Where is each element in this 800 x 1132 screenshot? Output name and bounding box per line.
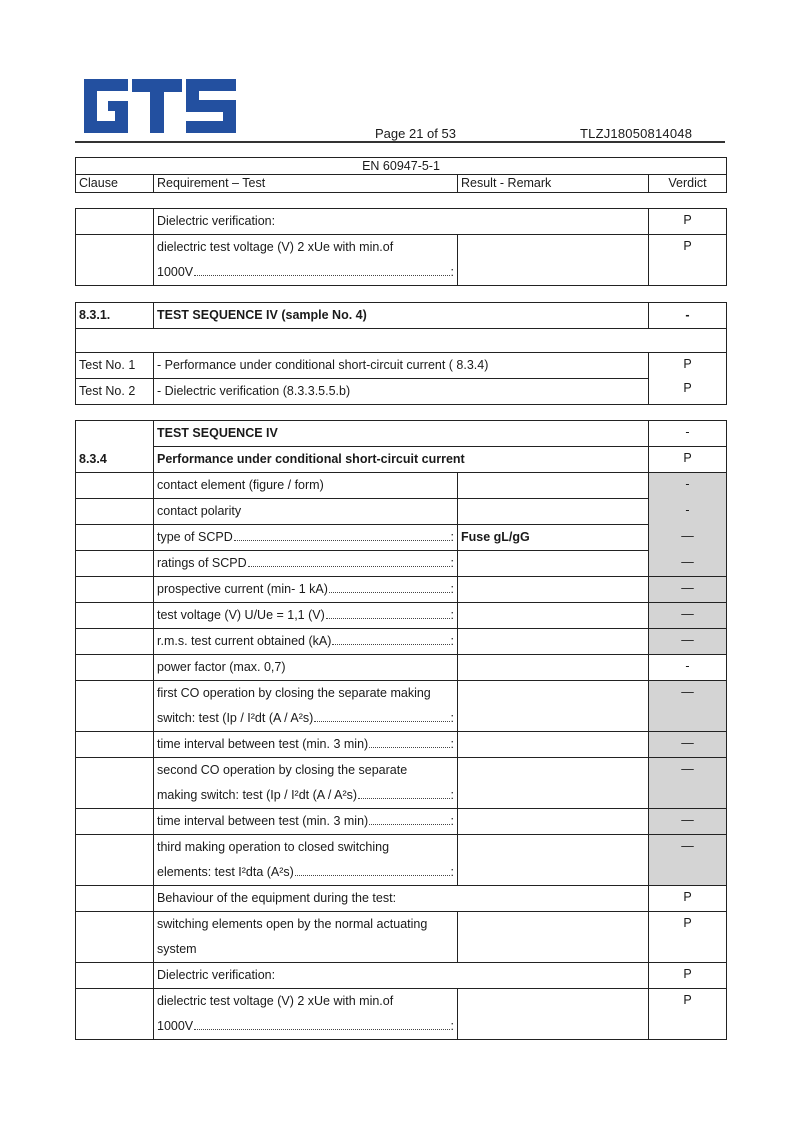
requirement-text: time interval between test (min. 3 min) : (154, 809, 458, 835)
requirement-text: prospective current (min- 1 kA) : (154, 577, 458, 603)
clause: Test No. 2 (76, 379, 154, 405)
dielectric-block (75, 208, 727, 286)
clause: 8.3.1. (76, 303, 154, 329)
result-cell (458, 835, 649, 886)
standard-title: EN 60947-5-1 (76, 158, 727, 175)
requirement-text: dielectric test voltage (V) 2 xUe with min.of 1000V : (154, 235, 458, 286)
result-cell (458, 629, 649, 655)
result-cell: Fuse gL/gG (458, 525, 649, 551)
result-cell (458, 912, 649, 963)
requirement-text: Behaviour of the equipment during the test: (154, 886, 649, 912)
verdict: — (649, 835, 727, 886)
verdict: — (649, 809, 727, 835)
requirement-text: third making operation to closed switching elements: test I²dta (A²s) : (154, 835, 458, 886)
table-row (76, 577, 727, 603)
requirement-text: ratings of SCPD : (154, 551, 458, 577)
requirement-text: first CO operation by closing the separate making switch: test (Ip / I²dt (A / A²s) : (154, 681, 458, 732)
requirement-text: time interval between test (min. 3 min) : (154, 732, 458, 758)
result-cell (458, 603, 649, 629)
verdict: — (649, 577, 727, 603)
result-cell (458, 499, 649, 525)
standard-header-table (75, 157, 727, 193)
col-result: Result - Remark (458, 175, 649, 193)
table-row (76, 629, 727, 655)
clause: Test No. 1 (76, 353, 154, 379)
verdict: P (649, 235, 727, 286)
col-verdict: Verdict (649, 175, 727, 193)
requirement-text: dielectric test voltage (V) 2 xUe with min.of 1000V : (154, 989, 458, 1040)
header-divider (75, 141, 725, 143)
table-row (76, 603, 727, 629)
verdict: — (649, 551, 727, 577)
verdict: — (649, 629, 727, 655)
sequence-title: TEST SEQUENCE IV (154, 421, 649, 447)
verdict: — (649, 758, 727, 809)
result-cell (458, 577, 649, 603)
verdict: - (649, 473, 727, 499)
table-row (76, 235, 727, 286)
verdict: — (649, 603, 727, 629)
result-cell (458, 681, 649, 732)
table-row (76, 989, 727, 1040)
table-row (76, 379, 727, 405)
verdict: - (649, 421, 727, 447)
verdict: P (649, 886, 727, 912)
page-number: Page 21 of 53 (375, 126, 456, 141)
verdict: P (649, 447, 727, 473)
requirement-text: Dielectric verification: (154, 963, 649, 989)
result-cell (458, 235, 649, 286)
requirement-text: test voltage (V) U/Ue = 1,1 (V) : (154, 603, 458, 629)
requirement-text: contact element (figure / form) (154, 473, 458, 499)
performance-block (75, 420, 727, 1040)
requirement-text: - Dielectric verification (8.3.3.5.5.b) (154, 379, 649, 405)
verdict: — (649, 732, 727, 758)
requirement-text: - Performance under conditional short-circuit current ( 8.3.4) (154, 353, 649, 379)
requirement-text: Dielectric verification: (154, 209, 649, 235)
requirement-text: second CO operation by closing the separate making switch: test (Ip / I²dt (A / A²s) : (154, 758, 458, 809)
verdict: - (649, 655, 727, 681)
result-cell (458, 551, 649, 577)
requirement-text: type of SCPD : (154, 525, 458, 551)
section-title: Performance under conditional short-circuit current (154, 447, 649, 473)
verdict: P (649, 989, 727, 1040)
table-row (76, 886, 727, 912)
verdict: P (649, 379, 727, 405)
table-row (76, 209, 727, 235)
verdict: - (649, 303, 727, 329)
table-row (76, 473, 727, 499)
table-row (76, 732, 727, 758)
report-number: TLZJ18050814048 (580, 126, 693, 141)
table-row (76, 551, 727, 577)
col-requirement: Requirement – Test (154, 175, 458, 193)
result-cell (458, 989, 649, 1040)
requirement-text: switching elements open by the normal actuating system (154, 912, 458, 963)
result-cell (458, 732, 649, 758)
result-cell (458, 758, 649, 809)
section-title: TEST SEQUENCE IV (sample No. 4) (154, 303, 649, 329)
verdict: — (649, 681, 727, 732)
table-row (76, 963, 727, 989)
col-clause: Clause (76, 175, 154, 193)
table-row (76, 499, 727, 525)
table-row (76, 758, 727, 809)
clause: 8.3.4 (76, 447, 154, 473)
test-sequence-iv-sample-block (75, 302, 727, 405)
requirement-text: r.m.s. test current obtained (kA) : (154, 629, 458, 655)
verdict: — (649, 525, 727, 551)
table-row (76, 353, 727, 379)
table-row (76, 655, 727, 681)
table-row (76, 835, 727, 886)
verdict: P (649, 353, 727, 379)
table-row (76, 809, 727, 835)
verdict: P (649, 912, 727, 963)
result-cell (458, 473, 649, 499)
table-row (76, 912, 727, 963)
verdict: P (649, 963, 727, 989)
table-row (76, 525, 727, 551)
gts-logo (84, 79, 236, 133)
requirement-text: contact polarity (154, 499, 458, 525)
result-cell (458, 809, 649, 835)
result-cell (458, 655, 649, 681)
verdict: - (649, 499, 727, 525)
empty-row (76, 329, 727, 353)
table-row (76, 681, 727, 732)
verdict: P (649, 209, 727, 235)
requirement-text: power factor (max. 0,7) (154, 655, 458, 681)
